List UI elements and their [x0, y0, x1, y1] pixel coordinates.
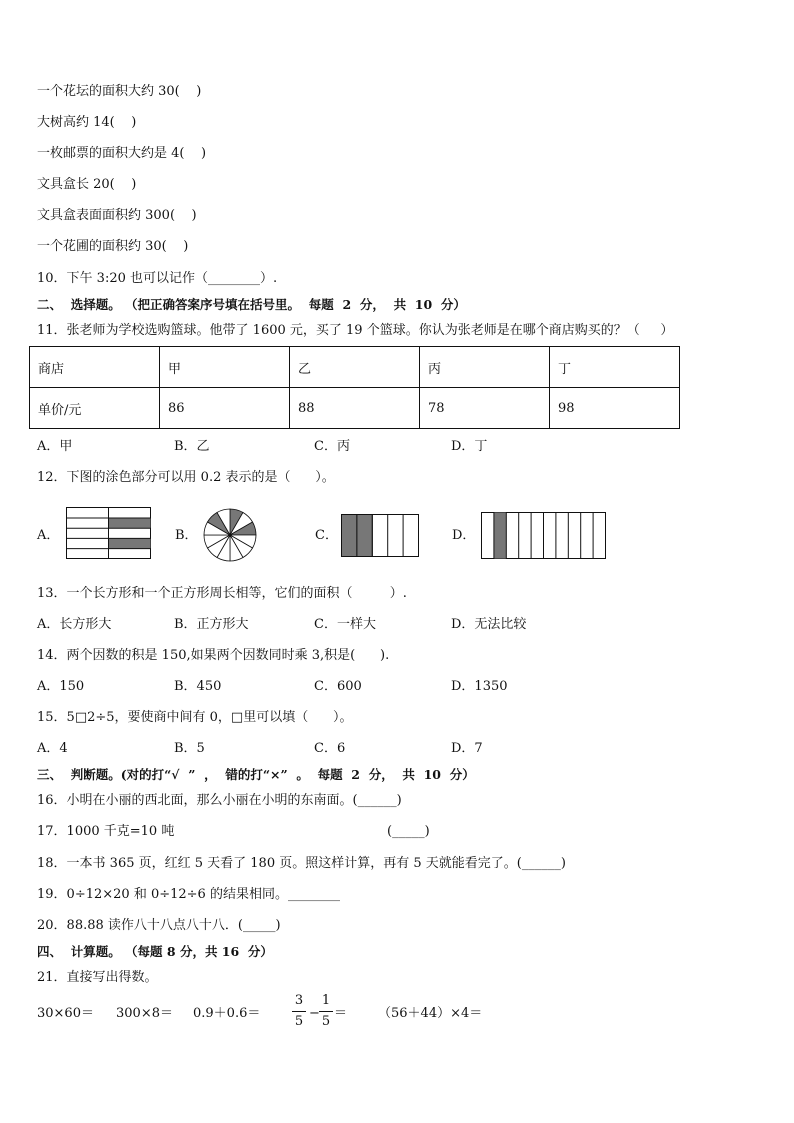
option-a[interactable]: A．150: [37, 679, 85, 694]
option-d[interactable]: D．丁: [451, 439, 488, 454]
question-10: 10．下午 3:20 也可以记作（________）.: [37, 271, 278, 286]
minus-sign: −: [309, 1006, 320, 1021]
calc-3: 0.9＋0.6＝: [193, 1006, 261, 1021]
question-11: 11．张老师为学校选购篮球。他带了 1600 元，买了 19 个篮球。你认为张老师是在哪个商店购买的？（ ）: [37, 323, 674, 338]
figure-a-grid: [66, 507, 152, 561]
table-cell: 86: [160, 388, 290, 429]
table-cell: 甲: [160, 347, 290, 388]
table-cell: 乙: [290, 347, 420, 388]
question-17-blank: (_____): [387, 824, 430, 839]
units-line-5: 文具盒表面面积约 300( ): [37, 208, 197, 223]
units-line-1: 一个花坛的面积大约 30( ): [37, 84, 202, 99]
section-2-heading: 二、 选择题。 （把正确答案序号填在括号里。 每题 2 分， 共 10 分）: [37, 297, 466, 312]
calc-5: （56＋44）×4＝: [378, 1006, 483, 1021]
table-cell: 单价/元: [30, 388, 160, 429]
question-16: 16．小明在小丽的西北面，那么小丽在小明的东南面。(______): [37, 793, 402, 808]
option-d[interactable]: D．1350: [451, 679, 508, 694]
calc-2: 300×8＝: [116, 1006, 173, 1021]
question-13: 13．一个长方形和一个正方形周长相等，它们的面积（ ）.: [37, 586, 407, 601]
figure-d-strip: [481, 512, 607, 560]
option-d[interactable]: D．无法比较: [451, 617, 527, 632]
question-14: 14．两个因数的积是 150,如果两个因数同时乘 3,积是( ).: [37, 648, 390, 663]
question-20: 20．88.88 读作八十八点八十八．(_____): [37, 918, 281, 933]
question-18: 18．一本书 365 页，红红 5 天看了 180 页。照这样计算，再有 5 天就能看完了。(______): [37, 856, 566, 871]
fraction-2: [319, 993, 333, 1030]
price-table: [29, 346, 680, 429]
table-cell: 78: [420, 388, 550, 429]
option-b[interactable]: B．450: [174, 679, 222, 694]
question-15: 15．5□2÷5，要使商中间有 0，□里可以填（ ）。: [37, 710, 353, 725]
table-cell: 丁: [550, 347, 680, 388]
option-a[interactable]: A．4: [37, 741, 68, 756]
fraction-2-numerator: 1: [321, 993, 331, 1008]
question-17: 17．1000 千克=10 吨: [37, 824, 175, 839]
figure-b-circle: [202, 507, 258, 563]
question-12: 12．下图的涂色部分可以用 0.2 表示的是（ ）。: [37, 470, 335, 485]
option-c[interactable]: C．丙: [314, 439, 350, 454]
fraction-1: [292, 993, 306, 1030]
table-row: [30, 347, 680, 388]
option-b[interactable]: B．乙: [174, 439, 210, 454]
fraction-1-denominator: 5: [294, 1014, 304, 1029]
units-line-4: 文具盒长 20( ): [37, 177, 137, 192]
option-b[interactable]: B．5: [174, 741, 205, 756]
fig-label-d[interactable]: D．: [452, 528, 476, 543]
fraction-2-denominator: 5: [321, 1014, 331, 1029]
question-21: 21．直接写出得数。: [37, 970, 158, 985]
section-3-heading: 三、 判断题。(对的打“√ ” ， 错的打“×” 。 每题 2 分， 共 10 分）: [37, 767, 475, 782]
table-cell: 商店: [30, 347, 160, 388]
option-a[interactable]: A．甲: [37, 439, 73, 454]
option-d[interactable]: D．7: [451, 741, 483, 756]
equals-sign: ＝: [334, 1006, 348, 1021]
figure-c-strip: [341, 514, 421, 558]
units-line-2: 大树高约 14( ): [37, 115, 137, 130]
fig-label-b[interactable]: B．: [175, 528, 198, 543]
option-a[interactable]: A．长方形大: [37, 617, 112, 632]
units-line-3: 一枚邮票的面积大约是 4( ): [37, 146, 207, 161]
table-cell: 88: [290, 388, 420, 429]
question-19: 19．0÷12×20 和 0÷12÷6 的结果相同。________: [37, 887, 340, 902]
table-row: [30, 388, 680, 429]
section-4-heading: 四、 计算题。 （每题 8 分，共 16 分）: [37, 944, 273, 959]
option-b[interactable]: B．正方形大: [174, 617, 249, 632]
units-line-6: 一个花圃的面积约 30( ): [37, 239, 189, 254]
option-c[interactable]: C．6: [314, 741, 346, 756]
fig-label-c[interactable]: C．: [315, 528, 338, 543]
table-cell: 丙: [420, 347, 550, 388]
fig-label-a[interactable]: A．: [37, 528, 60, 543]
option-c[interactable]: C．一样大: [314, 617, 376, 632]
calc-1: 30×60＝: [37, 1006, 94, 1021]
table-cell: 98: [550, 388, 680, 429]
fraction-1-numerator: 3: [294, 993, 304, 1008]
option-c[interactable]: C．600: [314, 679, 362, 694]
